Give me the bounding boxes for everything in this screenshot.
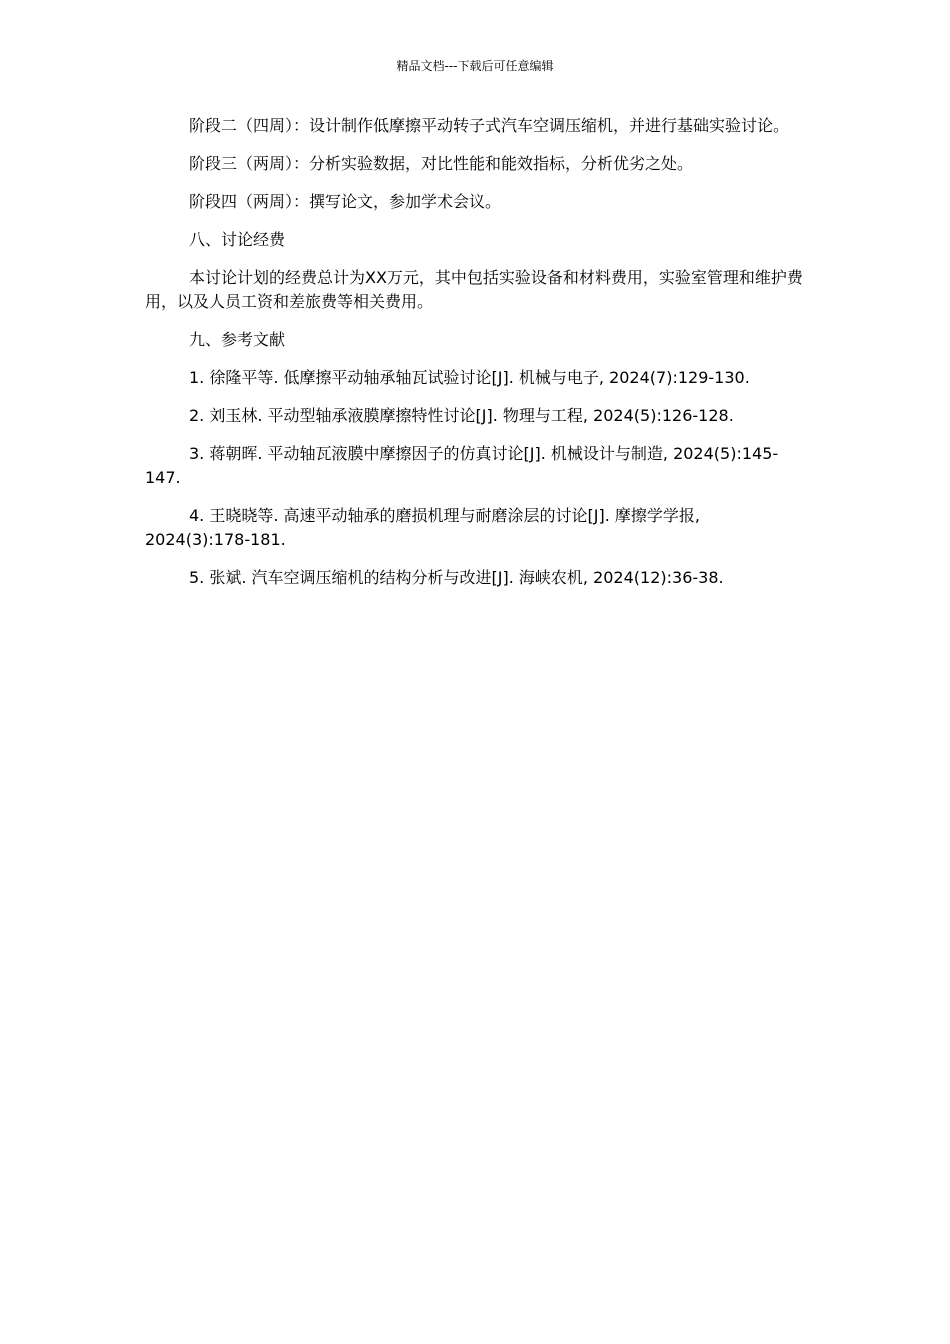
reference-item: 3. 蒋朝晖. 平动轴瓦液膜中摩擦因子的仿真讨论[J]. 机械设计与制造, 2024(5):145-147. <box>145 444 779 487</box>
page-header: 精品文档---下载后可任意编辑 <box>396 59 554 73</box>
reference-item: 5. 张斌. 汽车空调压缩机的结构分析与改进[J]. 海峡农机, 2024(12):36-38. <box>189 568 724 587</box>
funding-paragraph: 本讨论计划的经费总计为XX万元，其中包括实验设备和材料费用，实验室管理和维护费用，以及人员工资和差旅费等相关费用。 <box>145 268 803 311</box>
stage-3-paragraph: 阶段三（两周）：分析实验数据，对比性能和能效指标，分析优劣之处。 <box>189 154 694 173</box>
stage-2-paragraph: 阶段二（四周）：设计制作低摩擦平动转子式汽车空调压缩机，并进行基础实验讨论。 <box>189 116 790 135</box>
section-8-heading: 八、讨论经费 <box>189 230 286 249</box>
reference-item: 1. 徐隆平等. 低摩擦平动轴承轴瓦试验讨论[J]. 机械与电子, 2024(7):129-130. <box>189 368 750 387</box>
reference-item: 4. 王晓晓等. 高速平动轴承的磨损机理与耐磨涂层的讨论[J]. 摩擦学学报, 2024(3):178-181. <box>145 506 700 549</box>
section-9-heading: 九、参考文献 <box>189 330 286 349</box>
reference-item: 2. 刘玉林. 平动型轴承液膜摩擦特性讨论[J]. 物理与工程, 2024(5):126-128. <box>189 406 734 425</box>
stage-4-paragraph: 阶段四（两周）：撰写论文，参加学术会议。 <box>189 192 502 211</box>
document-body <box>145 114 810 604</box>
